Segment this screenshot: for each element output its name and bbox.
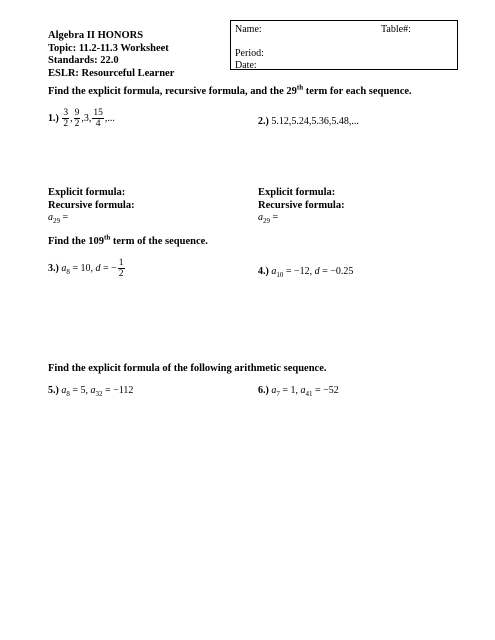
standards-line: Standards: 22.0	[48, 55, 119, 66]
course-title: Algebra II HONORS	[48, 30, 144, 41]
problem-1-number: 1.)	[48, 112, 59, 124]
problem-6: 6.) $a_7 = 1$, $a_{41} = -52$	[258, 385, 339, 398]
problem-5: 5.) $a_8 = 5$, $a_{32} = -112$	[48, 385, 134, 398]
term-29-label-1: $a_{29}$ =	[48, 212, 69, 225]
term-29-label-2: $a_{29}$ =	[258, 212, 279, 225]
problem-1-term-3: 3	[83, 112, 89, 124]
problem-6-number: 6.)	[258, 385, 269, 396]
worksheet-header	[48, 30, 174, 80]
problem-1-fraction-1: $\frac{3}{2}$	[63, 108, 69, 129]
answer-labels-2	[258, 187, 345, 223]
answer-labels-1	[48, 187, 135, 223]
recursive-formula-label-1: Recursive formula:	[48, 199, 135, 211]
student-info-box	[230, 20, 458, 70]
problem-2-sequence: 5.12,5.24,5.36,5.48,...	[271, 116, 359, 127]
problem-1: 1.) $\frac{3}{2}$ , $\frac{9}{2}$ ,3, $\frac{15}{4}$ ,...	[48, 108, 115, 129]
problem-2	[258, 116, 359, 127]
section3-instructions: Find the explicit formula of the following arithmetic sequence.	[48, 363, 327, 374]
topic-line: Topic: 11.2-11.3 Worksheet	[48, 42, 169, 54]
recursive-formula-label-2: Recursive formula:	[258, 199, 345, 211]
problem-1-fraction-2: $\frac{9}{2}$	[74, 108, 80, 129]
date-field-label: Date:	[235, 60, 257, 71]
period-field-label: Period:	[235, 48, 264, 59]
problem-1-fraction-3: $\frac{15}{4}$	[93, 108, 103, 129]
section2-instructions: Find the 109th term of the sequence.	[48, 233, 208, 247]
explicit-formula-label-2: Explicit formula:	[258, 187, 336, 198]
explicit-formula-label-1: Explicit formula:	[48, 187, 126, 198]
name-field-label: Name:	[235, 24, 262, 35]
section1-instructions: Find the explicit formula, recursive formula, and the 29th term for each sequence.	[48, 83, 412, 97]
problem-5-number: 5.)	[48, 385, 59, 396]
problem-3-number: 3.)	[48, 262, 59, 274]
table-field-label: Table#:	[381, 24, 411, 35]
problem-3-fraction: $\frac{1}{2}$	[118, 258, 124, 279]
problem-4: 4.) $a_{10} = -12$, d = −0.25	[258, 266, 354, 279]
eslr-line: ESLR: Resourceful Learner	[48, 67, 175, 79]
problem-4-number: 4.)	[258, 266, 269, 277]
problem-3: 3.) $a_8 = 10$, d = − $\frac{1}{2}$	[48, 258, 124, 279]
problem-2-number: 2.)	[258, 116, 269, 127]
